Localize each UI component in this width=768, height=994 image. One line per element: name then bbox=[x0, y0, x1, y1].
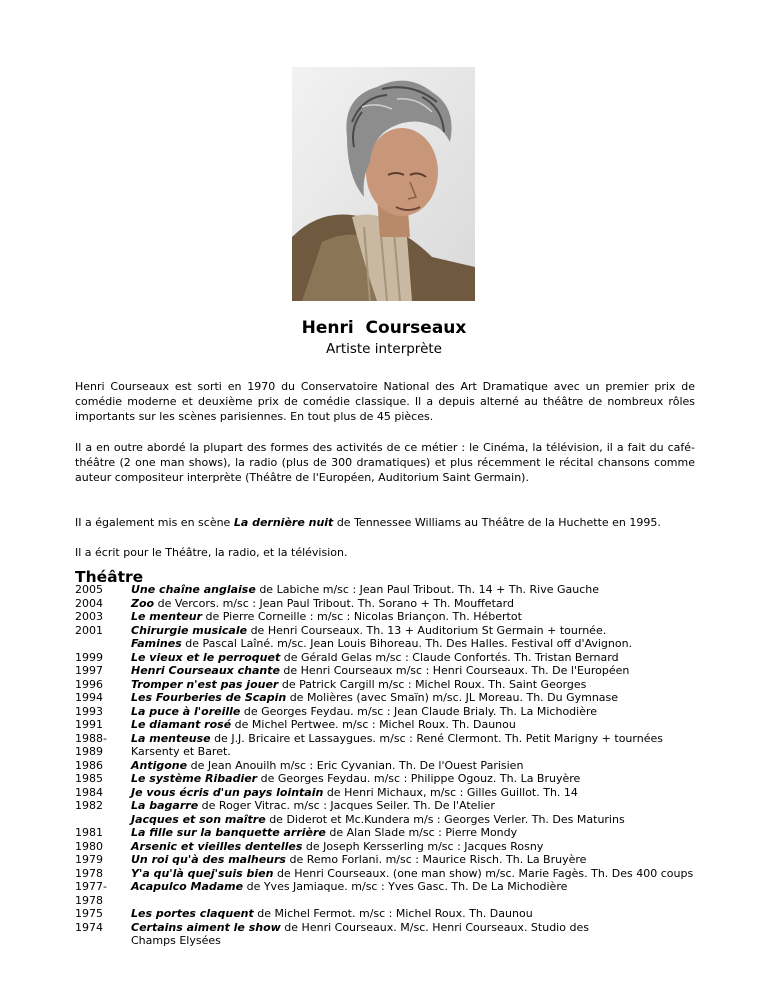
entry-title: La menteuse bbox=[131, 731, 211, 745]
entry-details: de J.J. Bricaire et Lassaygues. m/sc : René Clermont. Th. Petit Marigny + tournées bbox=[210, 731, 663, 745]
entry-title: Le vieux et le perroquet bbox=[131, 650, 281, 664]
entry-year: 1974 bbox=[75, 920, 103, 934]
entry-description bbox=[131, 732, 715, 746]
intro-p3-after: de Tennessee Williams au Théâtre de la Huchette en 1995. bbox=[333, 516, 661, 529]
artist-name: Henri Courseaux bbox=[301, 318, 467, 338]
entry-description bbox=[131, 745, 715, 759]
entry-title: Le diamant rosé bbox=[131, 718, 232, 731]
intro-paragraph-3 bbox=[75, 515, 695, 530]
list-item bbox=[75, 880, 715, 894]
list-item bbox=[75, 799, 715, 813]
entry-year: 1997 bbox=[75, 664, 103, 677]
entry-title: Une chaîne anglaise bbox=[131, 583, 256, 596]
list-item bbox=[75, 826, 715, 840]
entry-title: La fille sur la banquette arrière bbox=[131, 826, 326, 839]
entry-details: de Alan Slade m/sc : Pierre Mondy bbox=[325, 826, 518, 839]
list-item bbox=[75, 691, 715, 705]
entry-details: de Molières (avec Smaïn) m/sc. JL Moreau. Th. Du Gymnase bbox=[286, 691, 619, 704]
list-item bbox=[75, 624, 715, 638]
list-item bbox=[75, 894, 715, 908]
list-item bbox=[75, 867, 715, 881]
intro-p3-before: II a également mis en scène bbox=[75, 516, 234, 529]
list-item bbox=[75, 853, 715, 867]
entry-details: de Joseph Kersserling m/sc : Jacques Rosny bbox=[302, 839, 544, 853]
list-item bbox=[75, 651, 715, 665]
entry-description bbox=[131, 759, 715, 773]
entry-details: de Roger Vitrac. m/sc : Jacques Seiler. Th. De l'Atelier bbox=[198, 799, 495, 812]
entry-title: Le système Ribadier bbox=[131, 772, 258, 785]
entry-description bbox=[131, 772, 715, 786]
entry-title: Le menteur bbox=[131, 610, 203, 623]
entry-title: Les portes claquent bbox=[131, 907, 254, 920]
entry-title: Je vous écris d'un pays lointain bbox=[131, 785, 324, 799]
entry-title: Antigone bbox=[131, 758, 188, 772]
entry-year: 1978 bbox=[75, 866, 103, 880]
entry-description bbox=[131, 637, 715, 651]
list-item bbox=[75, 664, 715, 678]
entry-year: 1986 bbox=[75, 758, 103, 772]
entry-year: 1999 bbox=[75, 650, 103, 664]
list-item bbox=[75, 813, 715, 827]
entry-year: 1981 bbox=[75, 826, 103, 839]
entry-details: de Henri Courseaux. Th. 13 + Auditorium St Germain + tournée. bbox=[247, 623, 607, 637]
entry-details: de Pierre Corneille : m/sc : Nicolas Briançon. Th. Hébertot bbox=[202, 610, 522, 623]
intro-paragraph-2: Il a en outre abordé la plupart des formes des activités de ce métier : le Cinéma, la télévision, il a fait du café-théâtre (2 one man shows), la radio (plus de 300 dramatiques) et plus récemment le récital chansons comme auteur compositeur interprète (Théâtre de l'Européen, Auditorium Saint Germain). bbox=[75, 441, 695, 484]
entry-title: Jacques et son maître bbox=[131, 812, 266, 826]
entry-details: de Henri Courseaux. (one man show) m/sc. Marie Fagès. Th. Des 400 coups bbox=[273, 866, 694, 880]
entry-year bbox=[75, 934, 131, 948]
entry-title: Acapulco Madame bbox=[131, 880, 244, 893]
entry-details: de Georges Feydau. m/sc : Jean Claude Brialy. Th. La Michodière bbox=[240, 704, 598, 718]
entry-description bbox=[131, 678, 715, 692]
list-item bbox=[75, 921, 715, 935]
entry-year: 1978 bbox=[75, 893, 103, 907]
entry-title: La bagarre bbox=[131, 799, 199, 812]
theatre-list bbox=[75, 583, 715, 948]
entry-details: de Gérald Gelas m/sc : Claude Confortés. Th. Tristan Bernard bbox=[280, 650, 619, 664]
entry-year bbox=[75, 637, 131, 651]
entry-details: de Vercors. m/sc : Jean Paul Tribout. Th. Sorano + Th. Mouffetard bbox=[154, 596, 514, 610]
entry-title: Zoo bbox=[131, 596, 155, 610]
entry-details: de Yves Jamiaque. m/sc : Yves Gasc. Th. De La Michodière bbox=[243, 880, 568, 893]
list-item bbox=[75, 732, 715, 746]
list-item bbox=[75, 786, 715, 800]
list-item bbox=[75, 678, 715, 692]
entry-title: Tromper n'est pas jouer bbox=[131, 677, 279, 691]
entry-details: de Michel Pertwee. m/sc : Michel Roux. Th. Daunou bbox=[231, 718, 516, 731]
list-item bbox=[75, 759, 715, 773]
entry-description bbox=[131, 799, 715, 813]
list-item bbox=[75, 934, 715, 948]
entry-description bbox=[131, 867, 715, 881]
list-item bbox=[75, 840, 715, 854]
entry-details: de Patrick Cargill m/sc : Michel Roux. Th. Saint Georges bbox=[278, 677, 587, 691]
entry-description bbox=[131, 921, 715, 935]
entry-year: 1988- bbox=[75, 731, 107, 745]
entry-description bbox=[131, 786, 715, 800]
entry-description bbox=[131, 853, 715, 867]
entry-year: 1985 bbox=[75, 772, 103, 785]
entry-description bbox=[131, 583, 715, 597]
entry-description bbox=[131, 813, 715, 827]
entry-year bbox=[75, 813, 131, 827]
entry-year: 1980 bbox=[75, 839, 103, 853]
list-item bbox=[75, 597, 715, 611]
entry-title: Famines bbox=[131, 637, 182, 650]
entry-year: 1975 bbox=[75, 907, 103, 920]
list-item bbox=[75, 907, 715, 921]
portrait-photo bbox=[292, 67, 475, 301]
entry-year: 2001 bbox=[75, 623, 103, 637]
entry-year: 2003 bbox=[75, 610, 103, 623]
list-item bbox=[75, 610, 715, 624]
entry-description bbox=[131, 705, 715, 719]
intro-paragraph-4: Il a écrit pour le Théâtre, la radio, et la télévision. bbox=[75, 546, 348, 559]
list-item bbox=[75, 745, 715, 759]
entry-description bbox=[131, 610, 715, 624]
entry-year: 1994 bbox=[75, 691, 103, 704]
entry-details: de Labiche m/sc : Jean Paul Tribout. Th. 14 + Th. Rive Gauche bbox=[255, 583, 600, 596]
entry-year: 1991 bbox=[75, 718, 103, 731]
list-item bbox=[75, 705, 715, 719]
entry-description bbox=[131, 880, 715, 894]
entry-details: de Georges Feydau. m/sc : Philippe Ogouz. Th. La Bruyère bbox=[257, 772, 581, 785]
entry-title: Les Fourberies de Scapin bbox=[131, 691, 287, 704]
entry-description bbox=[131, 691, 715, 705]
entry-year: 1977- bbox=[75, 880, 107, 893]
intro-paragraph-1: Henri Courseaux est sorti en 1970 du Conservatoire National des Art Dramatique avec un premier prix de comédie moderne et deuxième prix de comédie classique. Il a depuis alterné au théâtre de nombreux rôles importants sur les scènes parisiennes. En tout plus de 45 pièces. bbox=[75, 380, 695, 423]
entry-details: Karsenty et Baret. bbox=[131, 745, 231, 758]
entry-details: de Diderot et Mc.Kundera m/s : Georges Verler. Th. Des Maturins bbox=[265, 812, 625, 826]
entry-title: Certains aiment le show bbox=[131, 920, 281, 934]
entry-details: de Henri Courseaux. M/sc. Henri Courseaux. Studio des bbox=[280, 920, 589, 934]
entry-description bbox=[131, 624, 715, 638]
entry-details: de Michel Fermot. m/sc : Michel Roux. Th. Daunou bbox=[253, 907, 533, 920]
entry-description bbox=[131, 934, 715, 948]
entry-details: de Jean Anouilh m/sc : Eric Cyvanian. Th. De l'Ouest Parisien bbox=[187, 758, 524, 772]
entry-description bbox=[131, 651, 715, 665]
entry-title: Chirurgie musicale bbox=[131, 623, 248, 637]
entry-description bbox=[131, 597, 715, 611]
list-item bbox=[75, 583, 715, 597]
list-item bbox=[75, 718, 715, 732]
artist-role: Artiste interprète bbox=[326, 341, 442, 357]
entry-details: de Henri Michaux, m/sc : Gilles Guillot. Th. 14 bbox=[323, 785, 578, 799]
entry-year: 2005 bbox=[75, 583, 103, 596]
entry-year: 1979 bbox=[75, 853, 103, 866]
list-item bbox=[75, 637, 715, 651]
entry-year: 1989 bbox=[75, 745, 103, 758]
entry-details: de Remo Forlani. m/sc : Maurice Risch. Th. La Bruyère bbox=[285, 853, 587, 866]
entry-title: Un roi qu'à des malheurs bbox=[131, 853, 286, 866]
entry-description bbox=[131, 894, 715, 908]
entry-details: de Henri Courseaux m/sc : Henri Courseaux. Th. De l'Européen bbox=[279, 664, 630, 677]
entry-title: Arsenic et vieilles dentelles bbox=[131, 839, 303, 853]
entry-title: La puce à l'oreille bbox=[131, 704, 241, 718]
entry-year: 1982 bbox=[75, 799, 103, 812]
entry-description bbox=[131, 826, 715, 840]
entry-title: Henri Courseaux chante bbox=[131, 664, 280, 677]
entry-details: de Pascal Laîné. m/sc. Jean Louis Bihoreau. Th. Des Halles. Festival off d'Avignon. bbox=[181, 637, 633, 650]
entry-year: 1993 bbox=[75, 704, 103, 718]
entry-year: 1984 bbox=[75, 785, 103, 799]
entry-details: Champs Elysées bbox=[131, 934, 221, 947]
entry-description bbox=[131, 840, 715, 854]
intro-p3-title: La dernière nuit bbox=[233, 516, 334, 529]
entry-description bbox=[131, 907, 715, 921]
list-item bbox=[75, 772, 715, 786]
entry-year: 2004 bbox=[75, 596, 103, 610]
entry-description bbox=[131, 718, 715, 732]
entry-year: 1996 bbox=[75, 677, 103, 691]
entry-description bbox=[131, 664, 715, 678]
section-title-theatre: Théâtre bbox=[75, 568, 144, 586]
entry-title: Y'a qu'là quej'suis bien bbox=[131, 866, 274, 880]
